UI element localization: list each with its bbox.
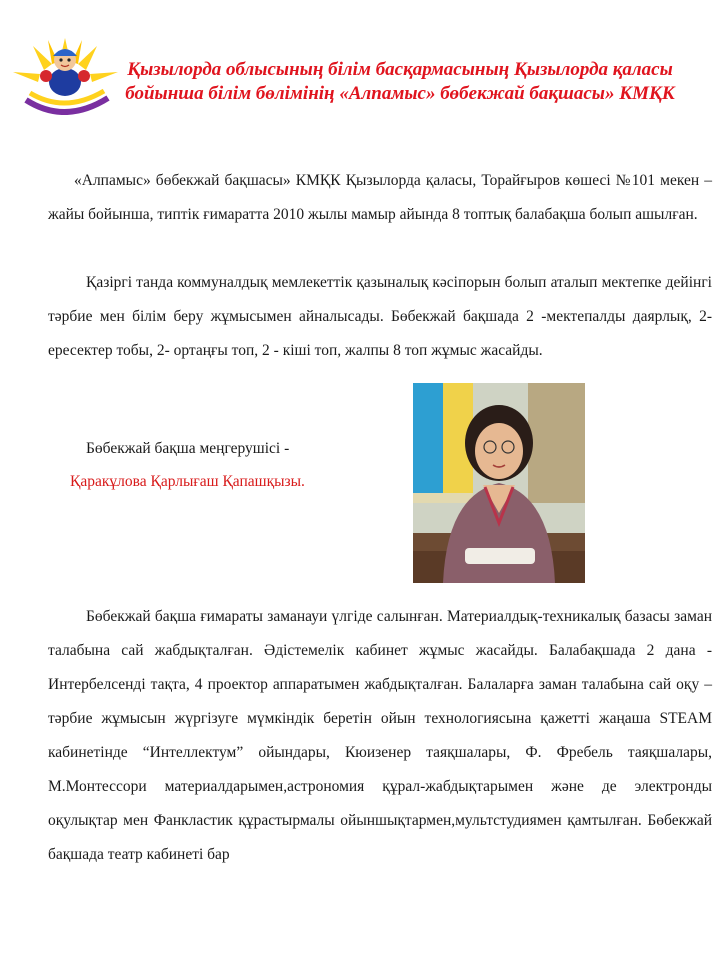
boy-figure-icon: [40, 49, 90, 96]
director-label: Бөбекжай бақша меңгерушісі -: [86, 440, 290, 457]
director-photo: [413, 383, 585, 583]
groups-paragraph: Қазіргі танда коммуналдық мемлекеттік қазыналық кәсіпорын болып аталып мектепке дейінгі тәрбие мен білім беру жұмысымен айналысады. Бөбекжай бақшада 2 -мектепалды даярлық, 2- ересектер тобы, 2- ортаңғы топ, 2 - кіші топ, жалпы 8 топ жұмыс жасайды.: [48, 274, 712, 359]
page-title: Қызылорда облысының білім басқармасының Қызылорда қаласы бойынша білім бөлімінің «Алпамыс» бөбекжай бақшасы» КМҚК: [125, 59, 675, 104]
intro-paragraph: «Алпамыс» бөбекжай бақшасы» КМҚК Қызылорда қаласы, Торайғыров көшесі №101 мекен –жайы бойынша, типтік ғимаратта 2010 жылы мамыр айында 8 топтық балабақша болып ашылған.: [48, 172, 712, 223]
facilities-paragraph: Бөбекжай бақша ғимараты заманауи үлгіде салынған. Материалдық-техникалық базасы заман талабына сай жабдықталған. Әдістемелік кабинет жұмыс жасайды. Балабақшада 2 дана - Интербелсенді тақта, 4 проектор аппаратымен жабдықталған. Балаларға заман талабына сай оқу – тәрбие жұмысын жүргізуге мүмкіндік беретін ойын технологиясына қажетті жаңаша STEAM кабинетінде “Интеллектум” ойындары, Кюизенер таяқшалары, Ф. Фребель таяқшалары, М.Монтессори материалдарымен,астрономия құрал-жабдықтарымен және де электронды оқулықтар мен Фанкластик құрастырмалы ойыншықтармен,мультстудиямен қамтылған. Бөбекжай бақшада театр кабинеті бар: [48, 608, 712, 863]
director-name: Қаракұлова Қарлығаш Қапашқызы.: [70, 473, 305, 490]
